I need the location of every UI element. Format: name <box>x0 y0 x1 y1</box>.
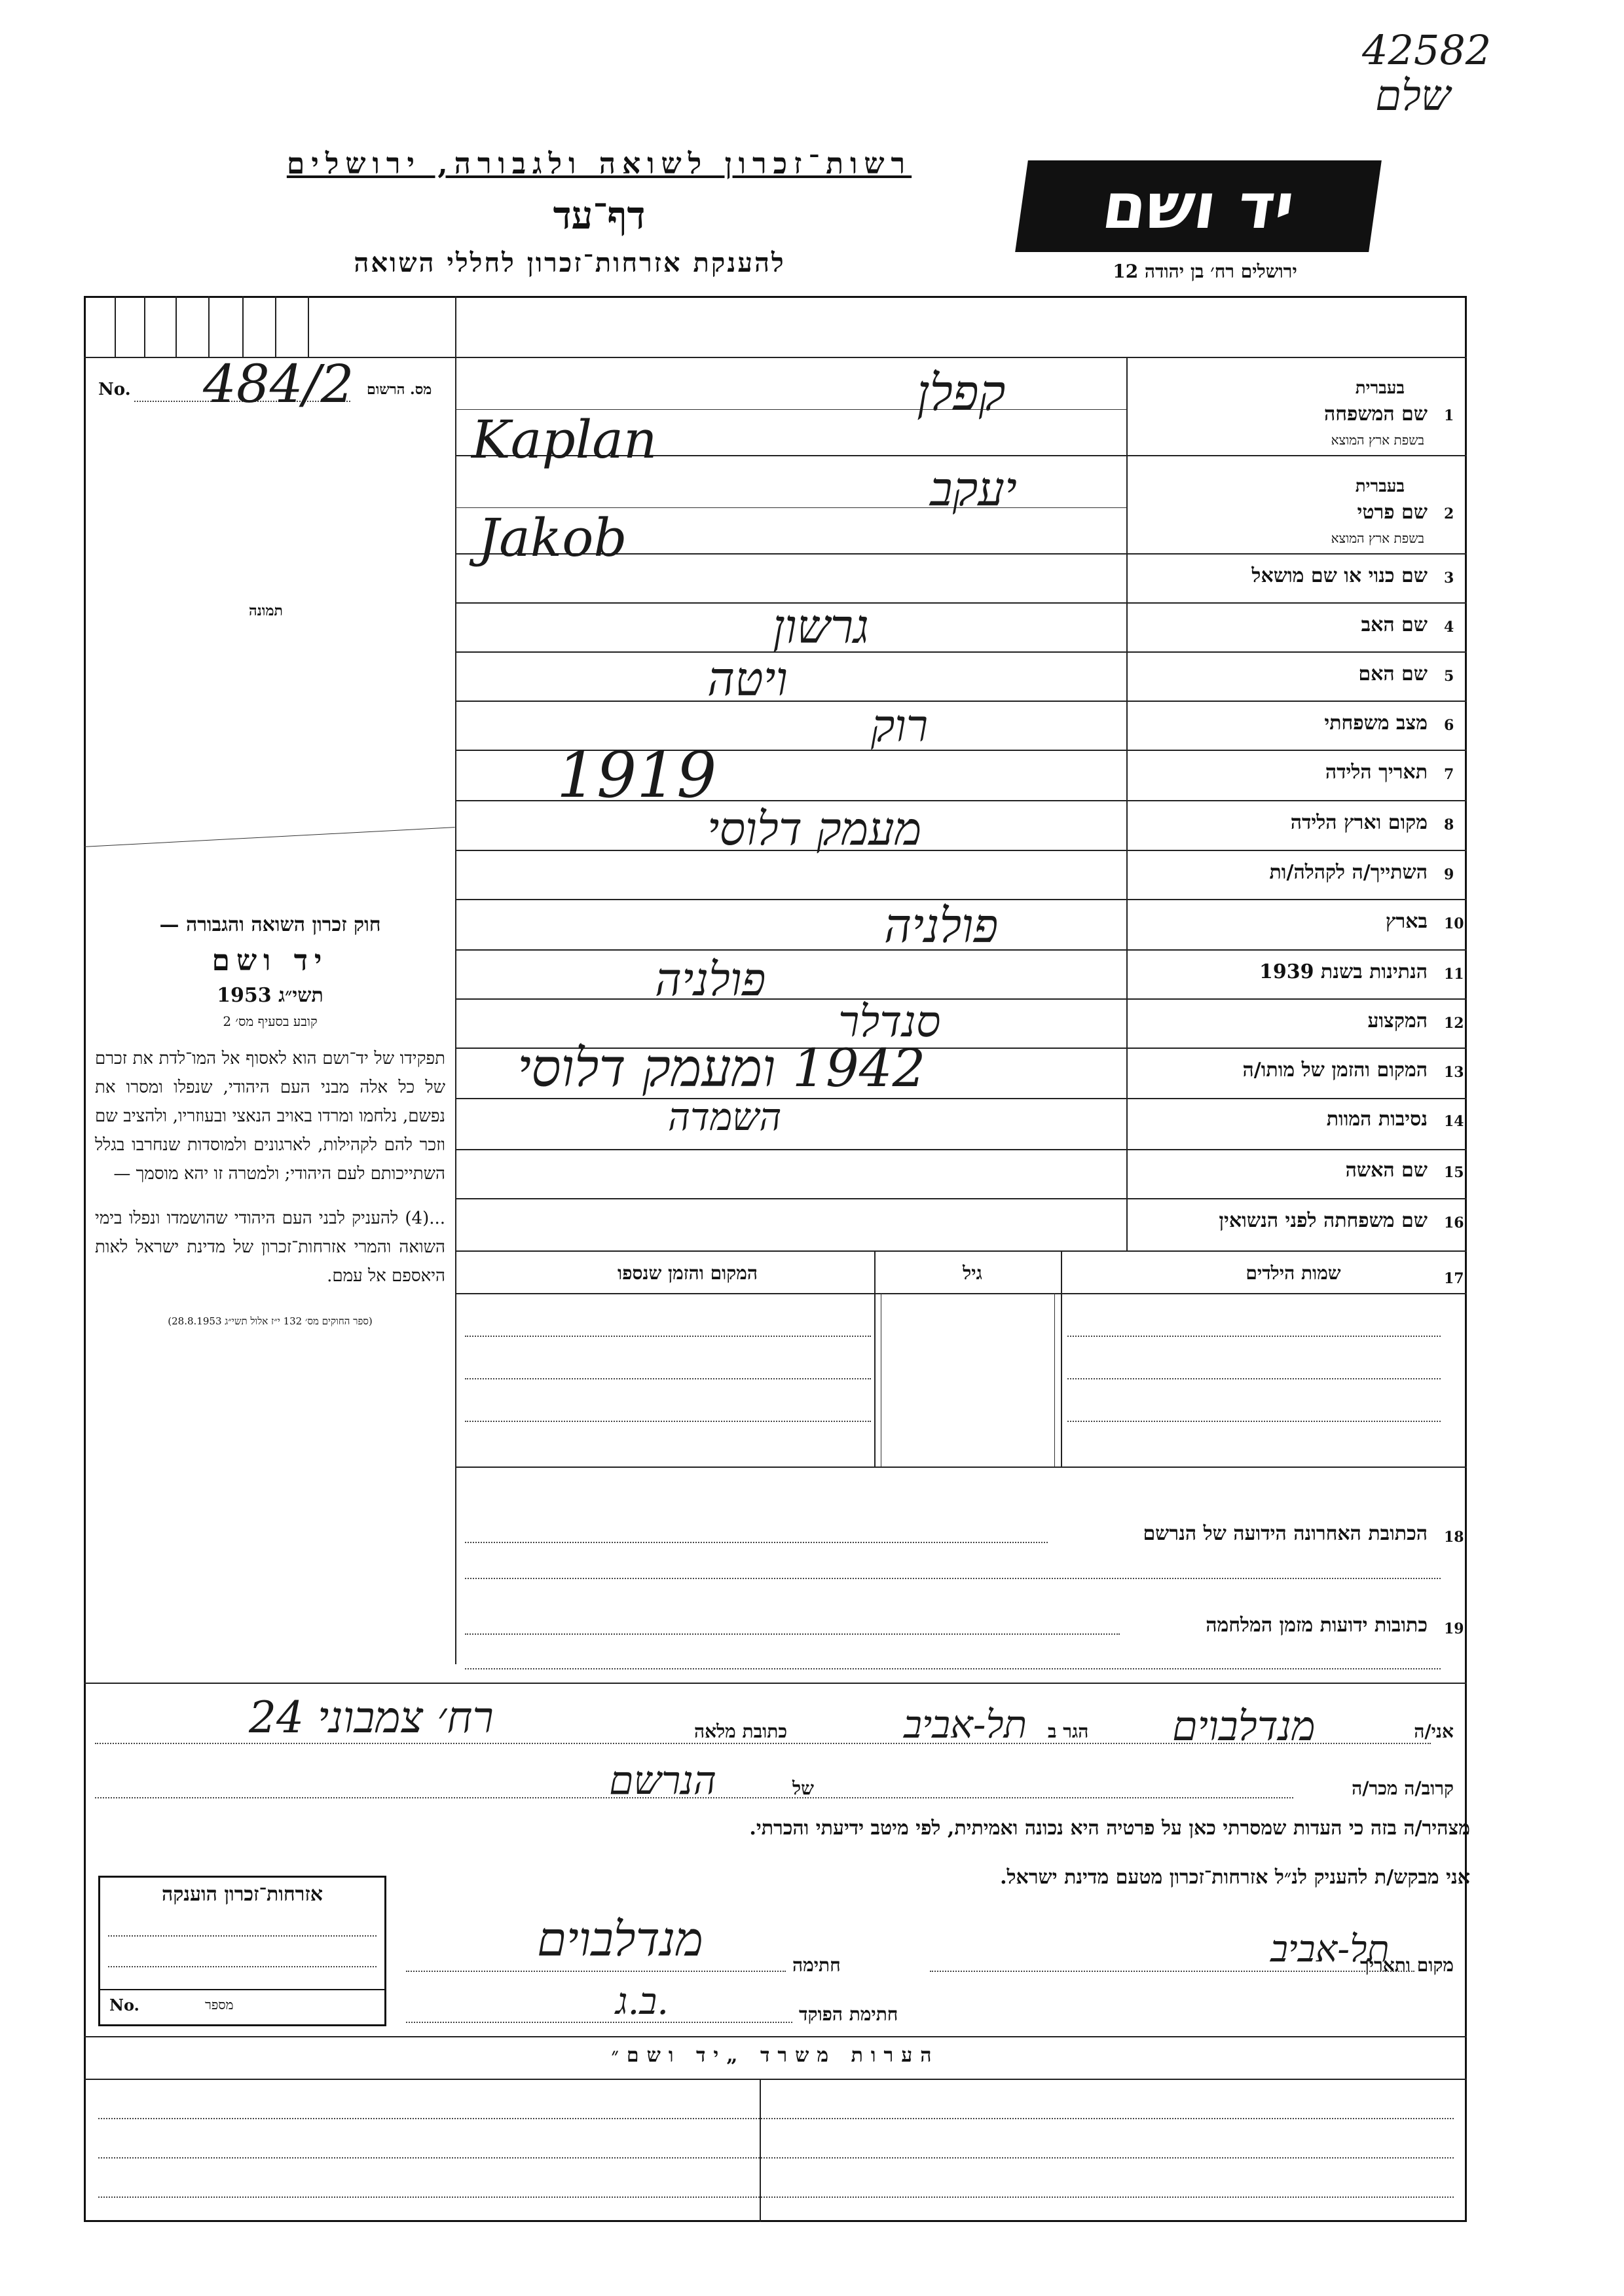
officer-signature-value: ב.ג. <box>616 1980 669 2023</box>
field-9-label: השתייך/ה לקהלה/ות <box>1269 861 1428 884</box>
field-19-number: 19 <box>1444 1620 1464 1637</box>
full-address-label: כתובת מלאה <box>694 1721 788 1742</box>
field-8-number: 8 <box>1444 816 1454 833</box>
field-1-number: 1 <box>1444 407 1454 424</box>
officer-signature-label: חתימת הפוקד <box>799 2003 898 2025</box>
field-8-value: מעמק דלוסי <box>707 802 922 856</box>
field-3-number: 3 <box>1444 570 1454 587</box>
field-15-label: שם האשה <box>1345 1159 1428 1182</box>
field-2-number: 2 <box>1444 505 1454 522</box>
archive-initials: שלם <box>1375 72 1451 120</box>
field-13-value: 1942 ומעמק דלוסי <box>517 1038 926 1099</box>
field-13-number: 13 <box>1444 1064 1464 1081</box>
field-18-number: 18 <box>1444 1529 1464 1546</box>
field-10-value: פולניה <box>884 898 999 953</box>
registration-number: 484/2 <box>203 354 354 414</box>
field-4-number: 4 <box>1444 619 1454 636</box>
field-7-number: 7 <box>1444 766 1454 783</box>
field-5-value: ויטה <box>707 651 788 706</box>
field-1-origin-tag: בשפת ארץ המוצא <box>1331 432 1424 448</box>
field-2-label: שם פרטי <box>1357 501 1428 524</box>
declarant-name: מנדלבוים <box>1172 1702 1316 1750</box>
declaration-statement: מצהיר/ה בזה כי העדות שמסרתי כאן על פרטיה היא נכונה ואמיתית, לפי מיטב ידיעתי והכרתי. <box>749 1817 1470 1840</box>
signature-label: חתימה <box>792 1954 841 1976</box>
field-15-number: 15 <box>1444 1164 1464 1181</box>
field-2-hebrew-value: יעקב <box>930 462 1017 517</box>
field-9-number: 9 <box>1444 866 1454 883</box>
grant-box <box>98 1876 386 2026</box>
law-year: 1953 <box>217 984 272 1007</box>
field-8-label: מקום וארץ הלידה <box>1290 811 1428 834</box>
org-line: רשות־זכרון לשואה ולגבורה, ירושלים <box>286 147 912 181</box>
form-title: דף־עד <box>553 193 646 238</box>
field-16-number: 16 <box>1444 1214 1464 1231</box>
place-date-label: מקום ותאריך <box>1359 1954 1454 1976</box>
field-5-number: 5 <box>1444 668 1454 685</box>
signature-value: מנדלבוים <box>537 1912 703 1967</box>
field-18-label: הכתובת האחרונה הידועה של הנרשם <box>1143 1522 1428 1545</box>
form-subtitle: להענקת אזרחות־זכרון לחללי השואה <box>354 247 786 278</box>
law-paragraph-2: ...(4) להעניק לבני העם היהודי שהושמדו ונפלו בימי השואה והמרי אזרחות־זכרון של מדינת ישראל לאות היאספם אל עמם. <box>95 1209 445 1286</box>
field-6-number: 6 <box>1444 717 1454 734</box>
field-12-label: המקצוע <box>1367 1010 1428 1032</box>
grant-box-no-label: No. <box>109 1995 139 2014</box>
law-block <box>95 913 445 1328</box>
law-title: חוק זכרון השואה והגבורה — <box>159 913 381 936</box>
field-1-label: שם המשפחה <box>1323 403 1428 426</box>
logo-text: יד ושם <box>1098 170 1299 243</box>
law-year-hebrew: תשי״ג <box>278 984 323 1007</box>
field-13-label: המקום והזמן של מותו/ה <box>1242 1059 1428 1082</box>
law-section: קובע בסעיף מס׳ 2 <box>223 1013 318 1029</box>
field-6-label: מצב משפחתי <box>1324 712 1428 735</box>
field-14-number: 14 <box>1444 1113 1464 1130</box>
field-5-label: שם האם <box>1358 663 1428 685</box>
resident-city: תל-אביב <box>904 1702 1027 1747</box>
field-4-value: גרשון <box>773 599 869 654</box>
law-name: יד ושם <box>212 944 329 977</box>
photo-label: תמונה <box>249 602 283 619</box>
grant-box-number-label: מספר <box>205 1997 234 2013</box>
of-value: הנרשם <box>609 1758 717 1804</box>
declaration-request: אני מבקש/ת להעניק לנ״ל אזרחות־זכרון מטעם מדינת ישראל. <box>1000 1866 1470 1889</box>
field-11-label: הנתינות בשנת 1939 <box>1259 960 1428 983</box>
children-age-header: גיל <box>963 1262 982 1284</box>
field-11-value: פולניה <box>655 953 766 1006</box>
field-2-origin-tag: בשפת ארץ המוצא <box>1331 530 1424 546</box>
of-label: של <box>792 1777 814 1799</box>
field-2-hebrew-tag: בעברית <box>1355 477 1405 496</box>
registration-no-label: No. <box>98 380 131 399</box>
registration-label: מס. הרשום <box>367 381 432 398</box>
field-12-value: סנדלר <box>838 996 941 1047</box>
relative-label: קרוב/ה מכר/ה <box>1352 1777 1454 1799</box>
field-10-label: בארץ <box>1385 910 1428 933</box>
field-19-label: כתובות ידועות מזמן המלחמה <box>1206 1614 1428 1637</box>
archive-number-stamp: 42582 <box>1362 26 1492 74</box>
address-line: ירושלים רח׳ בן יהודה 12 <box>1113 261 1297 282</box>
field-11-number: 11 <box>1444 966 1464 983</box>
field-6-value: רוק <box>871 701 929 752</box>
law-paragraph-1: תפקידו של יד־ושם הוא לאסוף אל המו־לדת את זכרם של כל אלה מבני העם היהודי, שנפלו ומסרו את נפשם, נלחמו ומרדו באויב הנאצי ובעוזריו, ולהציב שם וזכר להם לקהילות, לארגונים ולמוסדות שנחרבו בגלל השתייכותם לעם היהודי; ולמטרה זו יהא מוסמך — <box>95 1049 445 1184</box>
children-place-header: המקום והזמן שנספו <box>618 1262 758 1284</box>
field-4-label: שם האב <box>1361 613 1428 636</box>
field-16-label: שם משפחתה לפני הנשואין <box>1219 1209 1428 1232</box>
field-2-origin-value: Jakob <box>478 507 627 568</box>
declarant-label: אני/ה <box>1414 1721 1454 1742</box>
field-3-label: שם כנוי או שם מושאל <box>1251 564 1428 587</box>
grant-box-title: אזרחות־זכרון הוענקה <box>161 1883 323 1906</box>
field-14-value: השמדה <box>668 1095 782 1139</box>
field-12-number: 12 <box>1444 1015 1464 1032</box>
field-7-value: 1919 <box>557 738 717 812</box>
notes-title: הערות משרד „יד ושם״ <box>611 2044 940 2067</box>
field-1-hebrew-value: קפלן <box>917 363 1006 422</box>
children-names-header: שמות הילדים <box>1246 1262 1341 1284</box>
field-7-label: תאריך הלידה <box>1325 761 1428 784</box>
field-14-label: נסיבות המוות <box>1326 1108 1428 1131</box>
yad-vashem-logo <box>1015 160 1382 252</box>
resident-label: הגר ב <box>1048 1721 1089 1742</box>
field-17-number: 17 <box>1444 1270 1464 1287</box>
place-date-value: תל-אביב <box>1270 1928 1390 1971</box>
full-address-value: רח׳ צמבוני 24 <box>249 1692 494 1743</box>
field-1-hebrew-tag: בעברית <box>1355 378 1405 398</box>
field-1-origin-value: Kaplan <box>471 409 657 470</box>
field-10-number: 10 <box>1444 915 1464 932</box>
law-citation: (ספר החוקים מס׳ 132 י״ז אלול תשי״ג 28.8.1953) <box>168 1315 373 1327</box>
